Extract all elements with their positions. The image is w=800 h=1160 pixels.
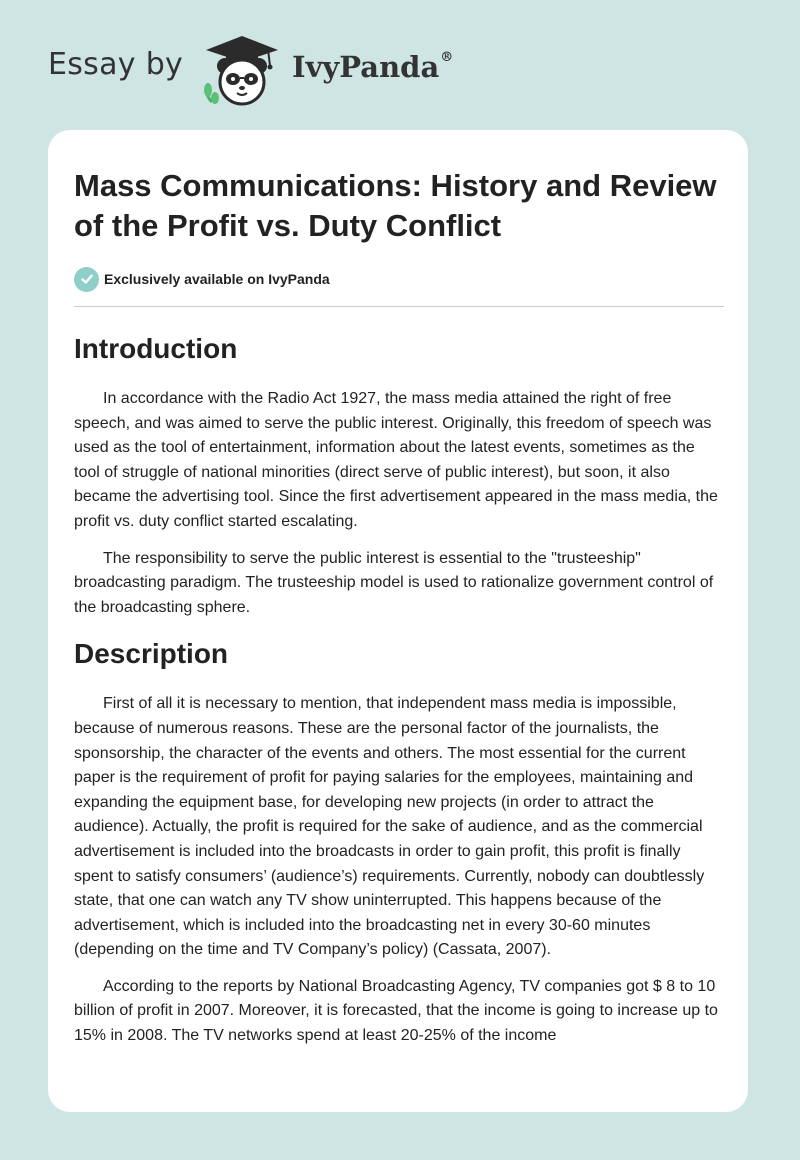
panda-graduate-icon[interactable] [202,32,282,112]
registered-mark: ® [440,50,454,65]
divider [74,306,724,307]
brand-name[interactable] [292,50,454,84]
check-icon [80,272,94,286]
essay-content [74,166,724,1061]
paragraph: In accordance with the Radio Act 1927, the mass media attained the right of free speech, and was aimed to serve the public interest. Originally, this freedom of speech was used as the tool of entertainment, information about the latest events, sometimes as the tool of struggle of national minorities (direct serve of public interest), but soon, it also became the advertising tool. Since the first advertisement appeared in the mass media, the profit vs. duty conflict started escalating. [74,390,718,530]
check-circle-icon [74,267,99,292]
essay-title: Mass Communications: History and Review of the Profit vs. Duty Conflict [74,168,717,243]
section-heading-introduction: Introduction [74,333,238,364]
essay-card [48,130,748,1112]
essay-by-label: Essay by [48,47,184,82]
section-heading-description: Description [74,638,229,670]
badge-text: Exclusively available on IvyPanda [104,271,330,287]
panda-logo-svg [202,32,282,112]
site-header [0,0,800,120]
exclusive-badge [74,266,724,292]
paragraph: First of all it is necessary to mention, that independent mass media is impossible, because of numerous reasons. These are the personal factor of the journalists, the sponsorship, the character of the events and others. The most essential for the current paper is the requirement of profit for paying salaries for the employees, maintaining and expanding the equipment base, for developing new projects (in order to attract the audience). Actually, the profit is required for the sake of audience, and as the commercial advertisement is included into the broadcasts in order to gain profit, this profit is finally spent to satisfy consumers’ (audience’s) requirements. Currently, nobody can doubtlessly state, that one can watch any TV show uninterrupted. This happens because of the advertisement, which is included into the broadcasting net in every 30-60 minutes (depending on the time and TV Company’s policy) (Cassata, 2007). [74,695,705,959]
brand-text: IvyPanda [292,50,440,84]
paragraph: The responsibility to serve the public interest is essential to the "trusteeship" broadcasting paradigm. The trusteeship model is used to rationalize government control of the broadcasting sphere. [74,549,714,616]
paragraph: According to the reports by National Broadcasting Agency, TV companies got $ 8 to 10 billion of profit in 2007. Moreover, it is forecasted, that the income is going to increase up to 15% in 2008. The TV networks spend at least 20-25% of the income [74,977,718,1045]
